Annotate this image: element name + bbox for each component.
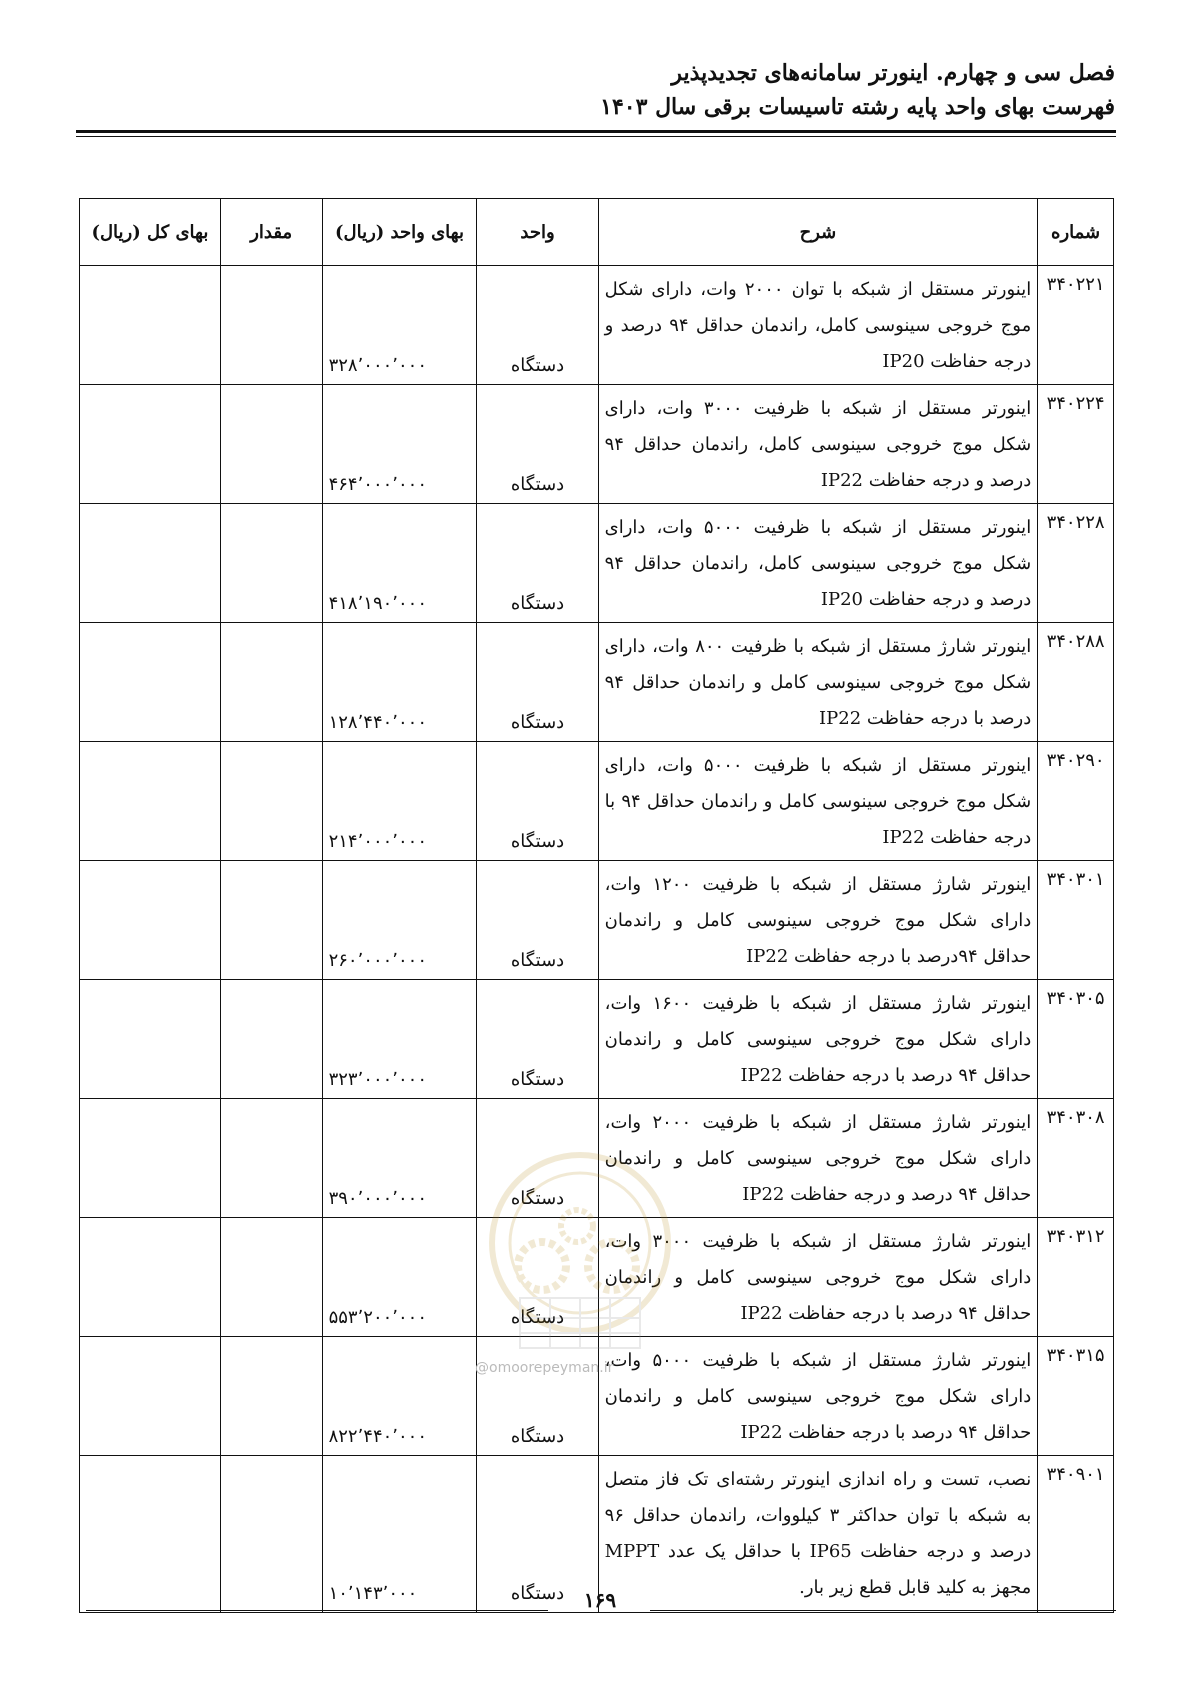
item-unit: دستگاه [477, 504, 598, 623]
column-header-qty: مقدار [220, 199, 322, 266]
item-unit-price: ۴۶۴٬۰۰۰٬۰۰۰ [322, 385, 477, 504]
item-total [80, 504, 221, 623]
item-description: اینورتر شارژ مستقل از شبکه با ظرفیت ۵۰۰۰ وات، دارای شکل موج خروجی سینوسی کامل و راندمان حداقل ۹۴ درصد با درجه حفاظت IP22 [598, 1337, 1038, 1456]
item-unit: دستگاه [477, 1218, 598, 1337]
item-description: اینورتر مستقل از شبکه با ظرفیت ۵۰۰۰ وات، دارای شکل موج خروجی سینوسی کامل، راندمان حداقل ۹۴ درصد و درجه حفاظت IP20 [598, 504, 1038, 623]
column-header-code: شماره [1038, 199, 1114, 266]
item-qty [220, 623, 322, 742]
item-description: اینورتر شارژ مستقل از شبکه با ظرفیت ۳۰۰۰ وات، دارای شکل موج خروجی سینوسی کامل و راندمان حداقل ۹۴ درصد با درجه حفاظت IP22 [598, 1218, 1038, 1337]
table-row [80, 1099, 1114, 1218]
item-code: ۳۴۰۲۹۰ [1038, 742, 1114, 861]
item-description: اینورتر مستقل از شبکه با ظرفیت ۳۰۰۰ وات، دارای شکل موج خروجی سینوسی کامل، راندمان حداقل ۹۴ درصد و درجه حفاظت IP22 [598, 385, 1038, 504]
item-qty [220, 1099, 322, 1218]
item-code: ۳۴۰۳۱۲ [1038, 1218, 1114, 1337]
item-unit-price: ۵۵۳٬۲۰۰٬۰۰۰ [322, 1218, 477, 1337]
item-unit-price: ۸۲۲٬۴۴۰٬۰۰۰ [322, 1337, 477, 1456]
table-row [80, 861, 1114, 980]
item-unit: دستگاه [477, 1337, 598, 1456]
item-qty [220, 861, 322, 980]
item-unit-price: ۲۶۰٬۰۰۰٬۰۰۰ [322, 861, 477, 980]
item-qty [220, 266, 322, 385]
item-code: ۳۴۰۲۲۸ [1038, 504, 1114, 623]
item-total [80, 266, 221, 385]
item-code: ۳۴۰۲۲۴ [1038, 385, 1114, 504]
item-total [80, 1456, 221, 1613]
item-unit-price: ۱۲۸٬۴۴۰٬۰۰۰ [322, 623, 477, 742]
price-table [79, 198, 1114, 1613]
table-row [80, 504, 1114, 623]
page-number: ۱۶۹ [583, 1588, 617, 1612]
item-description: اینورتر شارژ مستقل از شبکه با ظرفیت ۲۰۰۰ وات، دارای شکل موج خروجی سینوسی کامل و راندمان حداقل ۹۴ درصد و درجه حفاظت IP22 [598, 1099, 1038, 1218]
item-code: ۳۴۰۲۲۱ [1038, 266, 1114, 385]
item-code: ۳۴۰۳۰۸ [1038, 1099, 1114, 1218]
item-unit-price: ۱۰٬۱۴۳٬۰۰۰ [322, 1456, 477, 1613]
item-qty [220, 1218, 322, 1337]
item-unit: دستگاه [477, 1456, 598, 1613]
header-rule-thick [76, 130, 1116, 133]
table-row [80, 385, 1114, 504]
item-description: اینورتر شارژ مستقل از شبکه با ظرفیت ۸۰۰ وات، دارای شکل موج خروجی سینوسی کامل و راندمان حداقل ۹۴ درصد با درجه حفاظت IP22 [598, 623, 1038, 742]
item-unit: دستگاه [477, 266, 598, 385]
column-header-desc: شرح [598, 199, 1038, 266]
item-unit: دستگاه [477, 623, 598, 742]
item-unit-price: ۳۹۰٬۰۰۰٬۰۰۰ [322, 1099, 477, 1218]
item-unit-price: ۳۲۸٬۰۰۰٬۰۰۰ [322, 266, 477, 385]
item-description: اینورتر شارژ مستقل از شبکه با ظرفیت ۱۶۰۰ وات، دارای شکل موج خروجی سینوسی کامل و راندمان حداقل ۹۴ درصد با درجه حفاظت IP22 [598, 980, 1038, 1099]
item-description: اینورتر مستقل از شبکه با توان ۲۰۰۰ وات، دارای شکل موج خروجی سینوسی کامل، راندمان حداقل ۹۴ درصد و درجه حفاظت IP20 [598, 266, 1038, 385]
column-header-unit: واحد [477, 199, 598, 266]
table-row [80, 742, 1114, 861]
item-code: ۳۴۰۳۰۱ [1038, 861, 1114, 980]
item-description: اینورتر شارژ مستقل از شبکه با ظرفیت ۱۲۰۰ وات، دارای شکل موج خروجی سینوسی کامل و راندمان حداقل ۹۴درصد با درجه حفاظت IP22 [598, 861, 1038, 980]
item-code: ۳۴۰۲۸۸ [1038, 623, 1114, 742]
item-qty [220, 980, 322, 1099]
item-unit-price: ۴۱۸٬۱۹۰٬۰۰۰ [322, 504, 477, 623]
item-description: اینورتر مستقل از شبکه با ظرفیت ۵۰۰۰ وات، دارای شکل موج خروجی سینوسی کامل و راندمان حداقل ۹۴ با درجه حفاظت IP22 [598, 742, 1038, 861]
item-unit: دستگاه [477, 742, 598, 861]
item-unit: دستگاه [477, 1099, 598, 1218]
item-unit-price: ۲۱۴٬۰۰۰٬۰۰۰ [322, 742, 477, 861]
table-row [80, 623, 1114, 742]
item-code: ۳۴۰۳۰۵ [1038, 980, 1114, 1099]
table-row [80, 980, 1114, 1099]
page-header [75, 56, 1115, 124]
item-total [80, 861, 221, 980]
item-total [80, 1218, 221, 1337]
column-header-unit-price: بهای واحد (ریال) [322, 199, 477, 266]
item-unit-price: ۳۲۳٬۰۰۰٬۰۰۰ [322, 980, 477, 1099]
item-code: ۳۴۰۹۰۱ [1038, 1456, 1114, 1613]
footer-rule-left [86, 1610, 548, 1611]
item-qty [220, 504, 322, 623]
item-qty [220, 1456, 322, 1613]
footer-rule-right [650, 1610, 1116, 1611]
item-unit: دستگاه [477, 385, 598, 504]
watermark-handle: @omoorepeyman.ir [475, 1360, 614, 1376]
document-subtitle: فهرست بهای واحد پایه رشته تاسیسات برقی سال ۱۴۰۳ [600, 94, 1115, 120]
item-code: ۳۴۰۳۱۵ [1038, 1337, 1114, 1456]
item-total [80, 1099, 221, 1218]
item-total [80, 623, 221, 742]
item-total [80, 742, 221, 861]
item-qty [220, 1337, 322, 1456]
chapter-title: فصل سی و چهارم. اینورتر سامانه‌های تجدیدپذیر [671, 60, 1115, 86]
item-unit: دستگاه [477, 861, 598, 980]
item-qty [220, 385, 322, 504]
item-total [80, 1337, 221, 1456]
table-row [80, 1218, 1114, 1337]
item-unit: دستگاه [477, 980, 598, 1099]
item-qty [220, 742, 322, 861]
table-row [80, 266, 1114, 385]
item-total [80, 385, 221, 504]
item-total [80, 980, 221, 1099]
table-header-row [80, 199, 1114, 266]
column-header-total: بهای کل (ریال) [80, 199, 221, 266]
header-rule-thin [76, 136, 1116, 137]
table-row [80, 1337, 1114, 1456]
item-description: نصب، تست و راه اندازی اینورتر رشته‌ای تک فاز متصل به شبکه با توان حداکثر ۳ کیلووات، راندمان حداقل ۹۶ درصد و درجه حفاظت IP65 با حداقل یک عدد MPPT مجهز به کلید قابل قطع زیر بار. [598, 1456, 1038, 1613]
